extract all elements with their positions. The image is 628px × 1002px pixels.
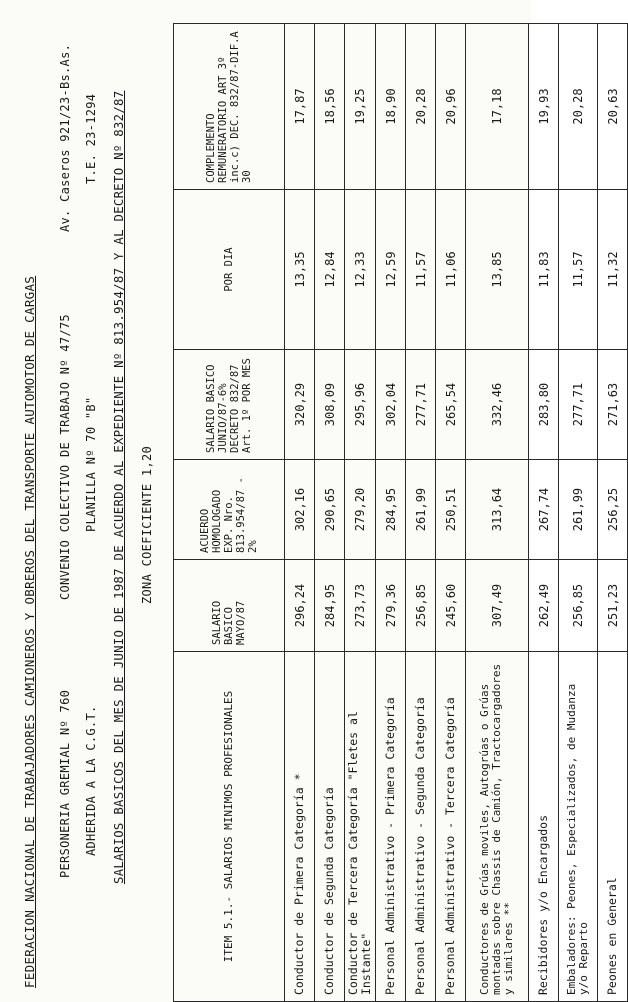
cell-dia: 13,35	[285, 190, 315, 350]
table-row	[376, 24, 406, 1002]
cell-complemento: 20,28	[559, 24, 598, 190]
row-label: Conductor de Segunda Categoría	[315, 652, 345, 1002]
cell-complemento: 19,93	[529, 24, 559, 190]
cell-mayo: 251,23	[598, 560, 628, 652]
cell-dia: 11,57	[559, 190, 598, 350]
cell-dia: 11,83	[529, 190, 559, 350]
cell-complemento: 20,63	[598, 24, 628, 190]
row-label: Conductores de Grúas moviles, Autogrúas o Grúas montadas sobre Chassis de Camión, Tractocargadores y similares **	[466, 652, 529, 1002]
cell-dia: 12,59	[376, 190, 406, 350]
salary-table	[173, 23, 628, 1002]
row-label: Personal Administrativo - Primera Categoría	[376, 652, 406, 1002]
planilla-text: PLANILLA Nº 70 "B"	[84, 396, 98, 532]
row-label: Conductor de Primera Categoría *	[285, 652, 315, 1002]
cell-acuerdo: 261,99	[406, 460, 436, 560]
cell-dia: 12,84	[315, 190, 345, 350]
cell-acuerdo: 279,20	[345, 460, 376, 560]
table-row	[345, 24, 376, 1002]
cell-mayo: 256,85	[406, 560, 436, 652]
col-header-junio: SALARIO BASICO JUNIO/87-6% DECRETO 832/87 Art. 1º POR MES	[174, 350, 285, 460]
adherida-text: ADHERIDA A LA C.G.T.	[84, 705, 98, 856]
table-row	[466, 24, 529, 1002]
col-header-dia: POR DIA	[174, 190, 285, 350]
cell-junio: 277,71	[559, 350, 598, 460]
row-label: Personal Administrativo - Segunda Categoría	[406, 652, 436, 1002]
row-label: Conductor de Tercera Categoría "Fletes al Instante"	[345, 652, 376, 1002]
cell-dia: 13,85	[466, 190, 529, 350]
cell-junio: 295,96	[345, 350, 376, 460]
phone-text: T.E. 23-1294	[84, 93, 98, 184]
col-header-complemento: COMPLEMENTO REMUNERATORIO ART 3º inc.c) DEC. 832/87-DIF.A 30	[174, 24, 285, 190]
cell-acuerdo: 290,65	[315, 460, 345, 560]
row-label: Peones en General	[598, 652, 628, 1002]
cell-mayo: 279,36	[376, 560, 406, 652]
table-row	[598, 24, 628, 1002]
cell-junio: 283,80	[529, 350, 559, 460]
cell-mayo: 296,24	[285, 560, 315, 652]
row-label: Recibidores y/o Encargados	[529, 652, 559, 1002]
cell-complemento: 17,87	[285, 24, 315, 190]
cell-complemento: 20,96	[436, 24, 466, 190]
cell-dia: 11,32	[598, 190, 628, 350]
cell-acuerdo: 302,16	[285, 460, 315, 560]
table-row	[529, 24, 559, 1002]
cell-mayo: 273,73	[345, 560, 376, 652]
cell-junio: 302,04	[376, 350, 406, 460]
table-row	[406, 24, 436, 1002]
table-row	[436, 24, 466, 1002]
cell-complemento: 20,28	[406, 24, 436, 190]
cell-mayo: 256,85	[559, 560, 598, 652]
cell-complemento: 19,25	[345, 24, 376, 190]
row-label: Embaladores: Peones, Especializados, de Mudanza y/o Reparto	[559, 652, 598, 1002]
federation-title: FEDERACION NACIONAL DE TRABAJADORES CAMIONEROS Y OBREROS DEL TRANSPORTE AUTOMOTOR DE CARGAS	[22, 275, 37, 988]
cell-mayo: 245,60	[436, 560, 466, 652]
cell-junio: 320,29	[285, 350, 315, 460]
cell-acuerdo: 267,74	[529, 460, 559, 560]
cell-acuerdo: 261,99	[559, 460, 598, 560]
table-row	[315, 24, 345, 1002]
salarios-title: SALARIOS BASICOS DEL MES DE JUNIO DE 1987 DE ACUERDO AL EXPEDIENTE Nº 813.954/87 Y AL DECRETO Nº 832/87	[112, 90, 126, 884]
convenio-text: CONVENIO COLECTIVO DE TRABAJO Nº 47/75	[58, 314, 72, 600]
cell-dia: 11,06	[436, 190, 466, 350]
cell-acuerdo: 313,64	[466, 460, 529, 560]
col-header-acuerdo: ACUERDO HOMOLOGADO EXP. Nro. 813.954/87 - 2%	[174, 460, 285, 560]
cell-junio: 271,63	[598, 350, 628, 460]
table-row	[559, 24, 598, 1002]
zona-text: ZONA COEFICIENTE 1,20	[140, 445, 154, 604]
cell-mayo: 284,95	[315, 560, 345, 652]
table-row	[285, 24, 315, 1002]
cell-junio: 265,54	[436, 350, 466, 460]
cell-acuerdo: 256,25	[598, 460, 628, 560]
cell-mayo: 262,49	[529, 560, 559, 652]
cell-complemento: 18,90	[376, 24, 406, 190]
cell-dia: 12,33	[345, 190, 376, 350]
cell-complemento: 18,56	[315, 24, 345, 190]
address-text: Av. Caseros 921/23-Bs.As.	[58, 43, 72, 232]
cell-mayo: 307,49	[466, 560, 529, 652]
cell-junio: 308,09	[315, 350, 345, 460]
cell-dia: 11,57	[406, 190, 436, 350]
personeria-text: PERSONERIA GREMIAL Nº 760	[58, 689, 72, 878]
table-header-row	[174, 24, 285, 1002]
cell-junio: 277,71	[406, 350, 436, 460]
col-header-mayo: SALARIO BASICO MAYO/87	[174, 560, 285, 652]
cell-acuerdo: 284,95	[376, 460, 406, 560]
cell-junio: 332,46	[466, 350, 529, 460]
cell-acuerdo: 250,51	[436, 460, 466, 560]
cell-complemento: 17,18	[466, 24, 529, 190]
row-label: Personal Administrativo - Tercera Categoría	[436, 652, 466, 1002]
col-header-item: ITEM 5.1.- SALARIOS MINIMOS PROFESIONALES	[174, 652, 285, 1002]
